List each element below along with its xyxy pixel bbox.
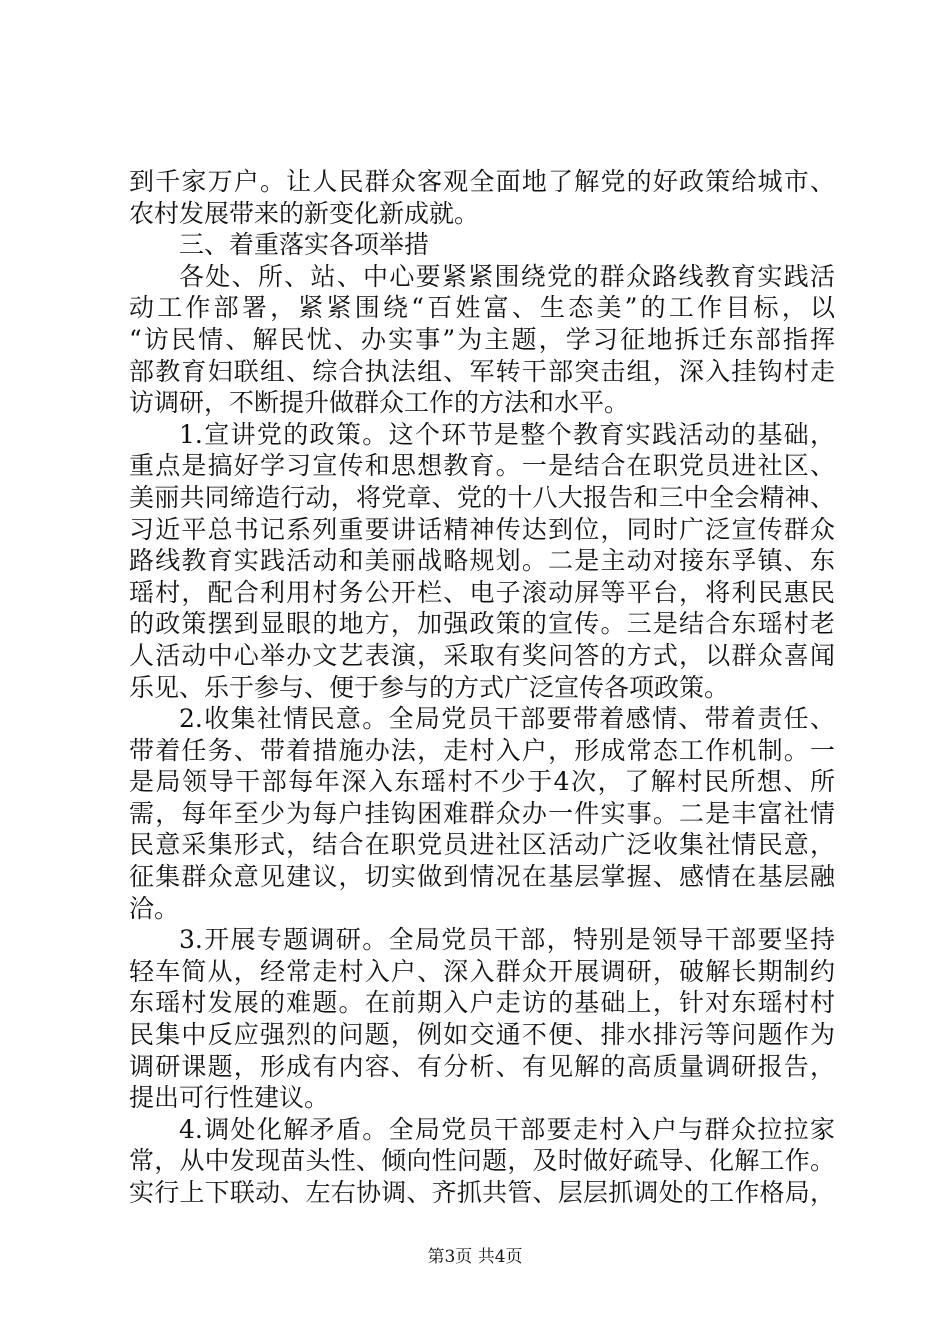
text-line: 人活动中心举办文艺表演，采取有奖问答的方式，以群众喜闻 (129, 640, 835, 670)
text-line: 实行上下联动、左右协调、齐抓共管、层层抓调处的工作格局， (129, 1178, 835, 1207)
text-line: “访民情、解民忧、办实事”为主题，学习征地拆迁东部指挥 (129, 324, 835, 354)
text-line: 习近平总书记系列重要讲话精神传达到位，同时广泛宣传群众 (129, 514, 835, 544)
page-footer (0, 1245, 950, 1269)
text-line: 征集群众意见建议，切实做到情况在基层掌握、感情在基层融 (129, 862, 835, 892)
text-line: 各处、所、站、中心要紧紧围绕党的群众路线教育实践活 (179, 261, 835, 291)
text-line: 乐见、乐于参与、便于参与的方式广泛宣传各项政策。 (129, 672, 730, 702)
text-line: 重点是搞好学习宣传和思想教育。一是结合在职党员进社区、 (129, 451, 835, 481)
text-line: 4.调处化解矛盾。全局党员干部要走村入户与群众拉拉家 (179, 1114, 835, 1144)
text-line: 动工作部署，紧紧围绕“百姓富、生态美”的工作目标，以 (129, 293, 835, 323)
text-line: 3.开展专题调研。全局党员干部，特别是领导干部要坚持 (179, 925, 835, 955)
text-line: 2.收集社情民意。全局党员干部要带着感情、带着责任、 (179, 704, 835, 734)
text-line: 民集中反应强烈的问题，例如交通不便、排水排污等问题作为 (129, 1020, 835, 1050)
text-line: 洽。 (129, 893, 180, 923)
text-line: 的政策摆到显眼的地方，加强政策的宣传。三是结合东瑶村老 (129, 609, 835, 639)
text-line: 路线教育实践活动和美丽战略规划。二是主动对接东孚镇、东 (129, 546, 835, 576)
text-line: 农村发展带来的新变化新成就。 (129, 198, 480, 228)
text-line: 1.宣讲党的政策。这个环节是整个教育实践活动的基础， (179, 419, 835, 449)
text-line: 民意采集形式，结合在职党员进社区活动广泛收集社情民意， (129, 830, 835, 860)
text-line: 带着任务、带着措施办法，走村入户，形成常态工作机制。一 (129, 735, 835, 765)
page-number: 第3页 共4页 (427, 1247, 523, 1267)
text-line: 美丽共同缔造行动，将党章、党的十八大报告和三中全会精神、 (129, 482, 835, 512)
text-line: 三、着重落实各项举措 (179, 230, 430, 260)
document-body (129, 166, 835, 1209)
text-line: 提出可行性建议。 (129, 1083, 330, 1113)
text-line: 是局领导干部每年深入东瑶村不少于4次，了解村民所想、所 (129, 767, 835, 797)
text-line: 需，每年至少为每户挂钩困难群众办一件实事。二是丰富社情 (129, 798, 835, 828)
text-line: 部教育妇联组、综合执法组、军转干部突击组，深入挂钩村走 (129, 356, 835, 386)
text-line: 访调研，不断提升做群众工作的方法和水平。 (129, 388, 630, 418)
text-line: 东瑶村发展的难题。在前期入户走访的基础上，针对东瑶村村 (129, 988, 835, 1018)
text-line: 到千家万户。让人民群众客观全面地了解党的好政策给城市、 (129, 167, 835, 196)
text-line: 调研课题，形成有内容、有分析、有见解的高质量调研报告， (129, 1051, 835, 1081)
text-line: 瑶村，配合利用村务公开栏、电子滚动屏等平台，将利民惠民 (129, 577, 835, 607)
text-line: 常，从中发现苗头性、倾向性问题，及时做好疏导、化解工作。 (129, 1146, 835, 1176)
text-line: 轻车简从，经常走村入户、深入群众开展调研，破解长期制约 (129, 956, 835, 986)
